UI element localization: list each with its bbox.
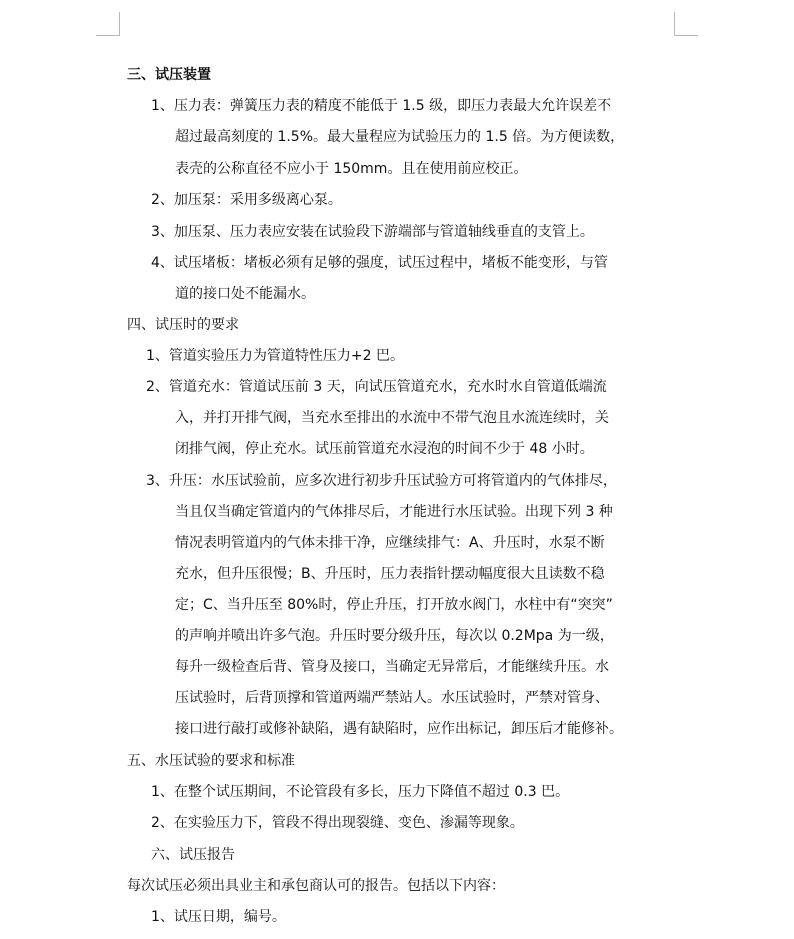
text-line: 超过最高刻度的 1.5%。最大量程应为试验压力的 1.5 倍。为方便读数， (175, 129, 625, 145)
text-line: 2、管道充水：管道试压前 3 天，向试压管道充水，充水时水自管道低端流 (146, 379, 607, 395)
text-line: 四、试压时的要求 (127, 317, 239, 333)
text-line: 情况表明管道内的气体未排干净，应继续排气：A、升压时，水泵不断 (175, 535, 605, 551)
text-line: 每升一级检查后背、管身及接口，当确定无异常后，才能继续升压。水 (175, 659, 609, 675)
text-line: 2、在实验压力下，管段不得出现裂缝、变色、渗漏等现象。 (151, 815, 524, 831)
text-line: 五、水压试验的要求和标准 (127, 753, 295, 769)
corner-mark-top-left-h (96, 35, 120, 36)
corner-mark-top-right (674, 12, 675, 35)
text-line: 三、试压装置 (127, 67, 211, 83)
text-line: 入，并打开排气阀，当充水至排出的水流中不带气泡且水流连续时，关 (175, 410, 609, 426)
corner-mark-top-left (119, 12, 120, 35)
text-line: 压试验时，后背顶撑和管道两端严禁站人。水压试验时，严禁对管身、 (175, 690, 609, 706)
text-line: 4、试压堵板：堵板必须有足够的强度，试压过程中，堵板不能变形，与管 (151, 255, 608, 271)
text-line: 定；C、当升压至 80%时，停止升压，打开放水阀门，水柱中有“突突” (175, 597, 613, 613)
text-line: 当且仅当确定管道内的气体排尽后，才能进行水压试验。出现下列 3 种 (175, 504, 613, 520)
text-line: 接口进行敲打或修补缺陷，遇有缺陷时，应作出标记，卸压后才能修补。 (175, 721, 623, 737)
corner-mark-top-right-h (674, 35, 698, 36)
text-line: 的声响并喷出许多气泡。升压时要分级升压，每次以 0.2Mpa 为一级， (175, 628, 614, 644)
text-line: 1、试压日期，编号。 (151, 909, 286, 925)
text-line: 表壳的公称直径不应小于 150mm。且在使用前应校正。 (175, 161, 528, 177)
text-line: 闭排气阀，停止充水。试压前管道充水浸泡的时间不少于 48 小时。 (175, 441, 594, 457)
text-line: 3、升压：水压试验前，应多次进行初步升压试验方可将管道内的气体排尽， (146, 473, 617, 489)
text-line: 充水，但升压很慢；B、升压时，压力表指针摆动幅度很大且读数不稳 (175, 566, 605, 582)
text-line: 1、管道实验压力为管道特性压力+2 巴。 (146, 348, 404, 364)
text-line: 每次试压必须出具业主和承包商认可的报告。包括以下内容： (127, 878, 505, 894)
text-line: 六、试压报告 (151, 847, 235, 863)
text-line: 3、加压泵、压力表应安装在试验段下游端部与管道轴线垂直的支管上。 (151, 224, 594, 240)
text-line: 1、在整个试压期间，不论管段有多长，压力下降值不超过 0.3 巴。 (151, 784, 570, 800)
text-line: 1、压力表：弹簧压力表的精度不能低于 1.5 级，即压力表最大允许误差不 (151, 98, 612, 114)
text-line: 2、加压泵：采用多级离心泵。 (151, 192, 342, 208)
text-line: 道的接口处不能漏水。 (175, 286, 315, 302)
